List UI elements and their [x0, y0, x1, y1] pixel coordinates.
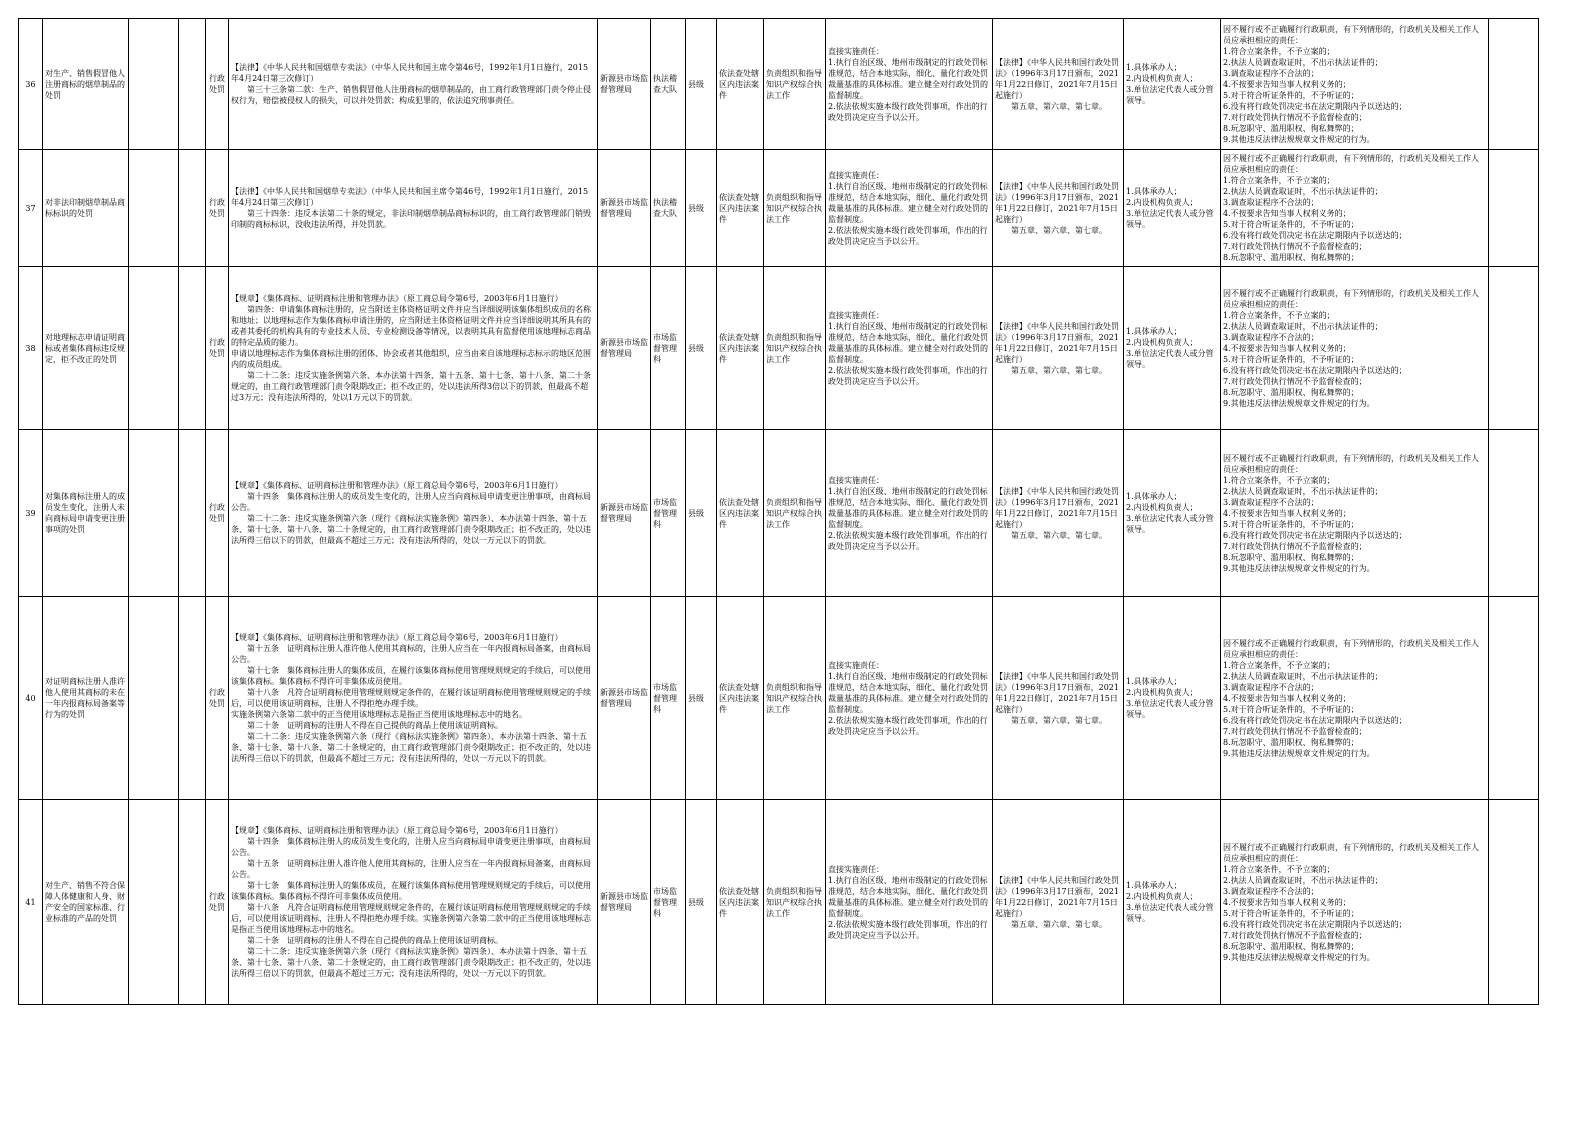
item-name-text: 对地理标志申请证明商标或者集体商标违反规定，拒不改正的处罚	[45, 332, 125, 364]
penalty-law-text: 【法律】《中华人民共和国行政处罚法》（1996年3月17日颁布，2021年1月22日修订，2021年7月15日起施行） 第五章、第六章、第七章。	[995, 181, 1119, 235]
empty-cell	[129, 800, 179, 1005]
accountability	[1221, 150, 1489, 267]
empty-cell	[1489, 430, 1539, 597]
table-row	[19, 267, 1539, 430]
legal-basis	[229, 800, 598, 1005]
department: 新源县市场监督管理局	[598, 597, 651, 800]
legal-basis-text: 【规章】《集体商标、证明商标注册和管理办法》（原工商总局令第6号，2003年6月1日施行） 第十四条 集体商标注册人的成员发生变化的，注册人应当向商标局申请变更注册事项，由商标局公告。 第十五条 证明商标注册人准许他人使用其商标的，注册人应当在一年内报商标局备案，由商标局公告。 第十七条 集体商标注册人的集体成员，在履行该集体商标使用管理规则规定的手续后，可以使用该集体商标。集体商标不得许可非集体成员使用。 第十八条 凡符合证明商标使用管理规则规定条件的，在履行该证明商标使用管理规则规定的手续后，可以使用该证明商标，注册人不得拒绝办理手续。实施条例第六条第二款中的正当使用该地理标志是指正当使用该地理标志中的地名。 第二十条 证明商标的注册人不得在自己提供的商品上使用该证明商标。 第二十二条：违反实施条例第六条（现行《商标法实施条例》第四条）、本办法第十四条、第十五条、第十七条、第十八条、第二十条规定的，由工商行政管理部门责令限期改正；拒不改正的，处以违法所得三倍以下的罚款，但最高不超过三万元；没有违法所得的，处以一万元以下的罚款。	[231, 826, 591, 978]
responsible-persons	[1124, 150, 1221, 267]
level: 县级	[686, 800, 717, 1005]
legal-basis-text: 【法律】《中华人民共和国烟草专卖法》（中华人民共和国主席令第46号，1992年1月1日施行，2015年4月24日第三次修订） 第三十三条第二款：生产、销售假冒他人注册商标的烟草制品的，由工商行政管理部门责令停止侵权行为，赔偿被侵权人的损失，可以并处罚款；构成犯罪的，依法追究刑事责任。	[231, 63, 591, 105]
item-name	[43, 430, 129, 597]
department: 新源县市场监督管理局	[598, 430, 651, 597]
unit: 执法稽查大队	[651, 19, 686, 150]
penalty-law-text: 【法律】《中华人民共和国行政处罚法》（1996年3月17日颁布，2021年1月22日修订，2021年7月15日起施行） 第五章、第六章、第七章。	[995, 57, 1119, 111]
responsibility-text: 直接实施责任： 1.执行自治区级、地州市级制定的行政处罚标准规范，结合本地实际，细化、量化行政处罚裁量基准的具体标准。建立健全对行政处罚的监督制度。 2.依法依规实施本级行政处罚事项，作出的行政处罚决定应当予以公开。	[828, 46, 988, 122]
responsible-persons-text: 1.具体承办人； 2.内设机构负责人； 3.单位法定代表人或分管领导。	[1126, 677, 1214, 719]
empty-cell	[1489, 19, 1539, 150]
empty-cell	[179, 150, 206, 267]
item-name-text: 对非法印制烟草制品商标标识的处罚	[45, 198, 125, 218]
accountability-text: 因不履行或不正确履行行政职责，有下列情形的，行政机关及相关工作人员应承担相应的责任： 1.符合立案条件，不予立案的； 2.执法人员调查取证时，不出示执法证件的； 3.调查取证程序不合法的； 4.不按要求告知当事人权利义务的； 5.对于符合听证条件的，不予听证的； 6.没有将行政处罚决定书在法定期限内予以送达的； 7.对行政处罚执行情况不予监督检查的； 8.玩忽职守、滥用职权、徇私舞弊的； 9.其他违反法律法规规章文件规定的行为。	[1223, 638, 1479, 758]
accountability	[1221, 267, 1489, 430]
empty-cell	[179, 597, 206, 800]
item-name	[43, 267, 129, 430]
item-name	[43, 150, 129, 267]
duty: 负责组织和指导知识产权综合执法工作	[764, 800, 826, 1005]
legal-basis	[229, 430, 598, 597]
responsibility-text: 直接实施责任： 1.执行自治区级、地州市级制定的行政处罚标准规范，结合本地实际，细化、量化行政处罚裁量基准的具体标准。建立健全对行政处罚的监督制度。 2.依法依规实施本级行政处罚事项，作出的行政处罚决定应当予以公开。	[828, 660, 988, 736]
responsible-persons	[1124, 800, 1221, 1005]
penalty-law	[993, 150, 1124, 267]
empty-cell	[129, 150, 179, 267]
duty: 负责组织和指导知识产权综合执法工作	[764, 19, 826, 150]
table-row	[19, 150, 1539, 267]
empty-cell	[129, 267, 179, 430]
row-number: 36	[19, 19, 43, 150]
accountability	[1221, 597, 1489, 800]
row-number: 37	[19, 150, 43, 267]
accountability	[1221, 19, 1489, 150]
department: 新源县市场监督管理局	[598, 267, 651, 430]
legal-basis	[229, 267, 598, 430]
responsibility	[826, 800, 993, 1005]
responsibility	[826, 150, 993, 267]
department: 新源县市场监督管理局	[598, 800, 651, 1005]
item-type: 行政处罚	[206, 150, 229, 267]
unit: 市场监督管理科	[651, 597, 686, 800]
item-name-text: 对证明商标注册人准许他人使用其商标的未在一年内报商标局备案等行为的处罚	[45, 677, 125, 719]
scope: 依法查处辖区内违法案件	[717, 597, 764, 800]
legal-basis	[229, 19, 598, 150]
level: 县级	[686, 19, 717, 150]
legal-basis-text: 【法律】《中华人民共和国烟草专卖法》（中华人民共和国主席令第46号，1992年1月1日施行，2015年4月24日第三次修订） 第三十四条：违反本法第二十条的规定，非法印制烟草制品商标标识的，由工商行政管理部门销毁印制的商标标识，没收违法所得，并处罚款。	[231, 187, 591, 229]
item-type: 行政处罚	[206, 430, 229, 597]
empty-cell	[179, 19, 206, 150]
item-type: 行政处罚	[206, 597, 229, 800]
empty-cell	[129, 19, 179, 150]
item-name	[43, 800, 129, 1005]
table-row	[19, 597, 1539, 800]
responsibility-text: 直接实施责任： 1.执行自治区级、地州市级制定的行政处罚标准规范，结合本地实际，细化、量化行政处罚裁量基准的具体标准。建立健全对行政处罚的监督制度。 2.依法依规实施本级行政处罚事项，作出的行政处罚决定应当予以公开。	[828, 170, 988, 246]
item-name-text: 对生产、销售假冒他人注册商标的烟草制品的处罚	[45, 68, 125, 100]
responsibility-list-table	[18, 18, 1539, 1005]
responsibility-text: 直接实施责任： 1.执行自治区级、地州市级制定的行政处罚标准规范，结合本地实际，细化、量化行政处罚裁量基准的具体标准。建立健全对行政处罚的监督制度。 2.依法依规实施本级行政处罚事项，作出的行政处罚决定应当予以公开。	[828, 864, 988, 940]
penalty-law-text: 【法律】《中华人民共和国行政处罚法》（1996年3月17日颁布，2021年1月22日修订，2021年7月15日起施行） 第五章、第六章、第七章。	[995, 671, 1119, 725]
penalty-law-text: 【法律】《中华人民共和国行政处罚法》（1996年3月17日颁布，2021年1月22日修订，2021年7月15日起施行） 第五章、第六章、第七章。	[995, 486, 1119, 540]
responsible-persons-text: 1.具体承办人； 2.内设机构负责人； 3.单位法定代表人或分管领导。	[1126, 187, 1214, 229]
legal-basis-text: 【规章】《集体商标、证明商标注册和管理办法》（原工商总局令第6号，2003年6月1日施行） 第十四条 集体商标注册人的成员发生变化的，注册人应当向商标局申请变更注册事项，由商标局公告。 第二十二条：违反实施条例第六条（现行《商标法实施条例》第四条）、本办法第十四条、第十五条、第十七条、第十八条、第二十条规定的，由工商行政管理部门责令限期改正；拒不改正的，处以违法所得三倍以下的罚款，但最高不超过三万元；没有违法所得的，处以一万元以下的罚款。	[231, 481, 591, 545]
level: 县级	[686, 597, 717, 800]
department: 新源县市场监督管理局	[598, 19, 651, 150]
penalty-law-text: 【法律】《中华人民共和国行政处罚法》（1996年3月17日颁布，2021年1月22日修订，2021年7月15日起施行） 第五章、第六章、第七章。	[995, 321, 1119, 375]
penalty-law	[993, 800, 1124, 1005]
responsibility	[826, 267, 993, 430]
penalty-law	[993, 597, 1124, 800]
empty-cell	[179, 267, 206, 430]
responsible-persons	[1124, 597, 1221, 800]
accountability-text: 因不履行或不正确履行行政职责，有下列情形的，行政机关及相关工作人员应承担相应的责任： 1.符合立案条件，不予立案的； 2.执法人员调查取证时，不出示执法证件的； 3.调查取证程序不合法的； 4.不按要求告知当事人权利义务的； 5.对于符合听证条件的，不予听证的； 6.没有将行政处罚决定书在法定期限内予以送达的； 7.对行政处罚执行情况不予监督检查的； 8.玩忽职守、滥用职权、徇私舞弊的； 9.其他违反法律法规规章文件规定的行为。	[1223, 24, 1479, 144]
responsible-persons-text: 1.具体承办人； 2.内设机构负责人； 3.单位法定代表人或分管领导。	[1126, 881, 1214, 923]
row-number: 38	[19, 267, 43, 430]
responsible-persons	[1124, 19, 1221, 150]
level: 县级	[686, 430, 717, 597]
row-number: 40	[19, 597, 43, 800]
empty-cell	[179, 430, 206, 597]
responsibility	[826, 19, 993, 150]
responsible-persons-text: 1.具体承办人； 2.内设机构负责人； 3.单位法定代表人或分管领导。	[1126, 492, 1214, 534]
table-row	[19, 800, 1539, 1005]
responsible-persons-text: 1.具体承办人； 2.内设机构负责人； 3.单位法定代表人或分管领导。	[1126, 63, 1214, 105]
legal-basis-text: 【规章】《集体商标、证明商标注册和管理办法》（原工商总局令第6号，2003年6月1日施行） 第四条：申请集体商标注册的，应当附送主体资格证明文件并应当详细说明该集体组织成员的名称和地址；以地理标志作为集体商标申请注册的，应当附送主体资格证明文件并应当详细说明其所具有的或者其委托的机构具有的专业技术人员、专业检测设备等情况，以表明其具有监督使用该地理标志商品的特定品质的能力。 申请以地理标志作为集体商标注册的团体、协会或者其他组织，应当由来自该地理标志标示的地区范围内的成员组成。 第二十二条：违反实施条例第六条、本办法第十四条、第十五条、第十七条、第十八条、第二十条规定的，由工商行政管理部门责令限期改正；拒不改正的，处以违法所得3倍以下的罚款，但最高不超过3万元；没有违法所得的，处以1万元以下的罚款。	[231, 294, 591, 402]
accountability-text: 因不履行或不正确履行行政职责，有下列情形的，行政机关及相关工作人员应承担相应的责任： 1.符合立案条件，不予立案的； 2.执法人员调查取证时，不出示执法证件的； 3.调查取证程序不合法的； 4.不按要求告知当事人权利义务的； 5.对于符合听证条件的，不予听证的； 6.没有将行政处罚决定书在法定期限内予以送达的； 7.对行政处罚执行情况不予监督检查的； 8.玩忽职守、滥用职权、徇私舞弊的； 9.其他违反法律法规规章文件规定的行为。	[1223, 288, 1479, 408]
responsibility	[826, 430, 993, 597]
item-name-text: 对集体商标注册人的成员发生变化，注册人未向商标局申请变更注册事项的处罚	[45, 492, 125, 534]
responsible-persons	[1124, 267, 1221, 430]
empty-cell	[1489, 150, 1539, 267]
responsibility-text: 直接实施责任： 1.执行自治区级、地州市级制定的行政处罚标准规范，结合本地实际，细化、量化行政处罚裁量基准的具体标准。建立健全对行政处罚的监督制度。 2.依法依规实施本级行政处罚事项，作出的行政处罚决定应当予以公开。	[828, 310, 988, 386]
duty: 负责组织和指导知识产权综合执法工作	[764, 150, 826, 267]
level: 县级	[686, 267, 717, 430]
legal-basis	[229, 150, 598, 267]
accountability	[1221, 430, 1489, 597]
empty-cell	[129, 597, 179, 800]
item-name	[43, 597, 129, 800]
item-name	[43, 19, 129, 150]
item-name-text: 对生产、销售不符合保障人体健康和人身、财产安全的国家标准、行业标准的产品的处罚	[45, 881, 125, 923]
responsibility	[826, 597, 993, 800]
department: 新源县市场监督管理局	[598, 150, 651, 267]
penalty-law-text: 【法律】《中华人民共和国行政处罚法》（1996年3月17日颁布，2021年1月22日修订，2021年7月15日起施行） 第五章、第六章、第七章。	[995, 875, 1119, 929]
duty: 负责组织和指导知识产权综合执法工作	[764, 430, 826, 597]
item-type: 行政处罚	[206, 800, 229, 1005]
accountability-text: 因不履行或不正确履行行政职责，有下列情形的，行政机关及相关工作人员应承担相应的责任： 1.符合立案条件，不予立案的； 2.执法人员调查取证时，不出示执法证件的； 3.调查取证程序不合法的； 4.不按要求告知当事人权利义务的； 5.对于符合听证条件的，不予听证的； 6.没有将行政处罚决定书在法定期限内予以送达的； 7.对行政处罚执行情况不予监督检查的； 8.玩忽职守、滥用职权、徇私舞弊的； 9.其他违反法律法规规章文件规定的行为。	[1223, 842, 1479, 962]
empty-cell	[1489, 267, 1539, 430]
row-number: 39	[19, 430, 43, 597]
unit: 市场监督管理科	[651, 430, 686, 597]
scope: 依法查处辖区内违法案件	[717, 800, 764, 1005]
empty-cell	[129, 430, 179, 597]
unit: 市场监督管理科	[651, 267, 686, 430]
responsible-persons	[1124, 430, 1221, 597]
duty: 负责组织和指导知识产权综合执法工作	[764, 597, 826, 800]
accountability-text: 因不履行或不正确履行行政职责，有下列情形的，行政机关及相关工作人员应承担相应的责任： 1.符合立案条件，不予立案的； 2.执法人员调查取证时，不出示执法证件的； 3.调查取证程序不合法的； 4.不按要求告知当事人权利义务的； 5.对于符合听证条件的，不予听证的； 6.没有将行政处罚决定书在法定期限内予以送达的； 7.对行政处罚执行情况不予监督检查的； 8.玩忽职守、滥用职权、徇私舞弊的； 9.其他违反法律法规规章文件规定的行为。	[1223, 453, 1479, 573]
penalty-law	[993, 267, 1124, 430]
duty: 负责组织和指导知识产权综合执法工作	[764, 267, 826, 430]
legal-basis-text: 【规章】《集体商标、证明商标注册和管理办法》（原工商总局令第6号，2003年6月1日施行） 第十五条 证明商标注册人准许他人使用其商标的，注册人应当在一年内报商标局备案，由商标局公告。 第十七条 集体商标注册人的集体成员，在履行该集体商标使用管理规则规定的手续后，可以使用该集体商标。集体商标不得许可非集体成员使用。 第十八条 凡符合证明商标使用管理规则规定条件的，在履行该证明商标使用管理规则规定的手续后，可以使用该证明商标，注册人不得拒绝办理手续。 实施条例第六条第二款中的正当使用该地理标志是指正当使用该地理标志中的地名。 第二十条 证明商标的注册人不得在自己提供的商品上使用该证明商标。 第二十二条：违反实施条例第六条（现行《商标法实施条例》第四条）、本办法第十四条、第十五条、第十七条、第十八条、第二十条规定的，由工商行政管理部门责令限期改正；拒不改正的，处以违法所得三倍以下的罚款，但最高不超过三万元；没有违法所得的，处以一万元以下的罚款。	[231, 633, 591, 763]
accountability	[1221, 800, 1489, 1005]
legal-basis	[229, 597, 598, 800]
accountability-text: 因不履行或不正确履行行政职责，有下列情形的，行政机关及相关工作人员应承担相应的责任： 1.符合立案条件，不予立案的； 2.执法人员调查取证时，不出示执法证件的； 3.调查取证程序不合法的； 4.不按要求告知当事人权利义务的； 5.对于符合听证条件的，不予听证的； 6.没有将行政处罚决定书在法定期限内予以送达的； 7.对行政处罚执行情况不予监督检查的； 8.玩忽职守、滥用职权、徇私舞弊的；	[1223, 154, 1479, 262]
table-row	[19, 19, 1539, 150]
item-type: 行政处罚	[206, 19, 229, 150]
empty-cell	[179, 800, 206, 1005]
responsible-persons-text: 1.具体承办人； 2.内设机构负责人； 3.单位法定代表人或分管领导。	[1126, 327, 1214, 369]
empty-cell	[1489, 597, 1539, 800]
unit: 执法稽查大队	[651, 150, 686, 267]
row-number: 41	[19, 800, 43, 1005]
table-row	[19, 430, 1539, 597]
penalty-law	[993, 19, 1124, 150]
empty-cell	[1489, 800, 1539, 1005]
responsibility-text: 直接实施责任： 1.执行自治区级、地州市级制定的行政处罚标准规范，结合本地实际，细化、量化行政处罚裁量基准的具体标准。建立健全对行政处罚的监督制度。 2.依法依规实施本级行政处罚事项，作出的行政处罚决定应当予以公开。	[828, 475, 988, 551]
scope: 依法查处辖区内违法案件	[717, 19, 764, 150]
scope: 依法查处辖区内违法案件	[717, 430, 764, 597]
penalty-law	[993, 430, 1124, 597]
scope: 依法查处辖区内违法案件	[717, 150, 764, 267]
item-type: 行政处罚	[206, 267, 229, 430]
unit: 市场监督管理科	[651, 800, 686, 1005]
level: 县级	[686, 150, 717, 267]
scope: 依法查处辖区内违法案件	[717, 267, 764, 430]
